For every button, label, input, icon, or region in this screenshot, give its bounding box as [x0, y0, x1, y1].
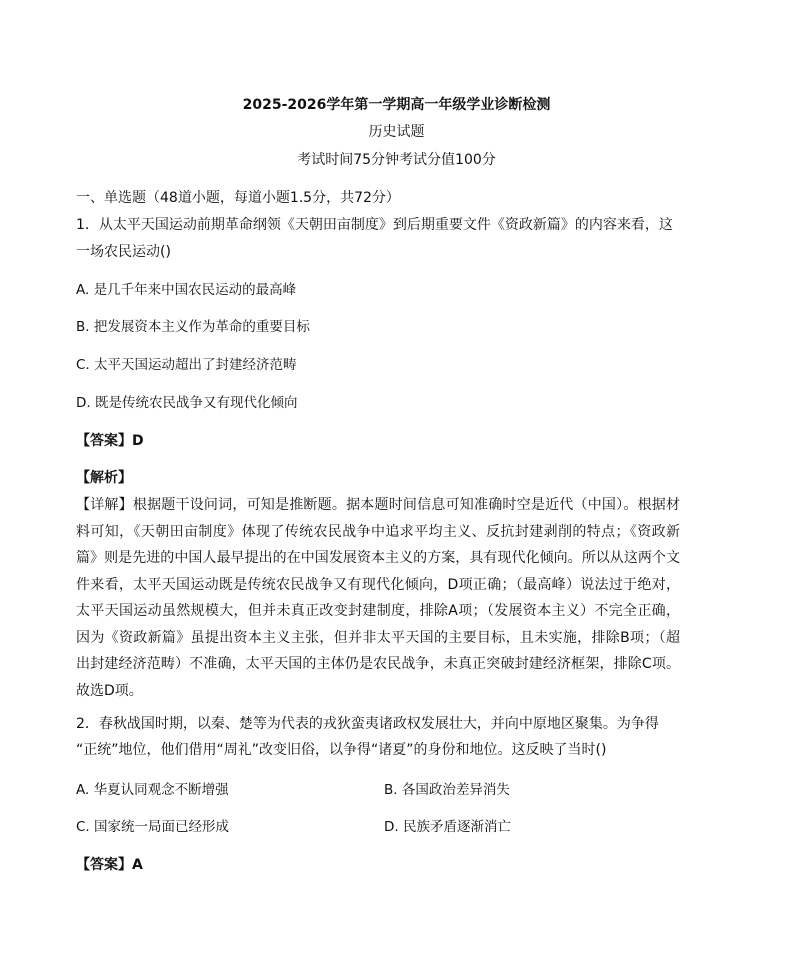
question-2-option-d: D. 民族矛盾逐渐消亡: [384, 819, 511, 835]
question-1-stem-line1: 1．从太平天国运动前期革命纲领《天朝田亩制度》到后期重要文件《资政新篇》的内容来看，这: [76, 217, 673, 233]
question-2-answer: 【答案】A: [76, 857, 143, 873]
question-2-stem-line2: “正统”地位，他们借用“周礼”改变旧俗，以争得“诸夏”的身份和地位。这反映了当时(): [76, 742, 607, 758]
exam-subject: 历史试题: [368, 124, 425, 140]
section-heading: 一、单选题（48道小题，每道小题1.5分，共72分）: [76, 190, 400, 206]
question-2-option-a: A. 华夏认同观念不断增强: [76, 782, 229, 798]
exam-title: 2025-2026学年第一学期高一年级学业诊断检测: [242, 97, 551, 113]
question-1-analysis-text: 【详解】根据题干设问词，可知是推断题。据本题时间信息可知准确时空是近代（中国）。根据材料可知，《天朝田亩制度》体现了传统农民战争中追求平均主义、反抗封建剥削的特点；《资政新篇》则是先进的中国人最早提出的在中国发展资本主义的方案，具有现代化倾向。所以从这两个文件来看，太平天国运动既是传统农民战争又有现代化倾向，D项正确；（最高峰）说法过于绝对，太平天国运动虽然规模大，但并未真正改变封建制度，排除A项；（发展资本主义）不完全正确，因为《资政新篇》虽提出资本主义主张，但并非太平天国的主要目标，且未实施，排除B项；（超出封建经济范畴）不准确，太平天国的主体仍是农民战争，未真正突破封建经济框架，排除C项。故选D项。: [76, 497, 680, 699]
question-1-option-a: A. 是几千年来中国农民运动的最高峰: [76, 282, 297, 298]
question-1-analysis-label: 【解析】: [76, 470, 132, 486]
question-2-stem-line1: 2．春秋战国时期，以秦、楚等为代表的戎狄蛮夷诸政权发展壮大，并向中原地区聚集。为争得: [76, 716, 659, 732]
question-1-stem-line2: 一场农民运动(): [76, 244, 171, 260]
question-1-option-b: B. 把发展资本主义作为革命的重要目标: [76, 319, 310, 335]
question-1-option-c: C. 太平天国运动超出了封建经济范畴: [76, 357, 297, 373]
question-1-answer: 【答案】D: [76, 433, 144, 449]
question-1-option-d: D. 既是传统农民战争又有现代化倾向: [76, 395, 298, 411]
question-2-option-b: B. 各国政治差异消失: [384, 782, 510, 798]
question-2-option-c: C. 国家统一局面已经形成: [76, 819, 230, 835]
exam-info: 考试时间75分钟考试分值100分: [297, 152, 496, 168]
